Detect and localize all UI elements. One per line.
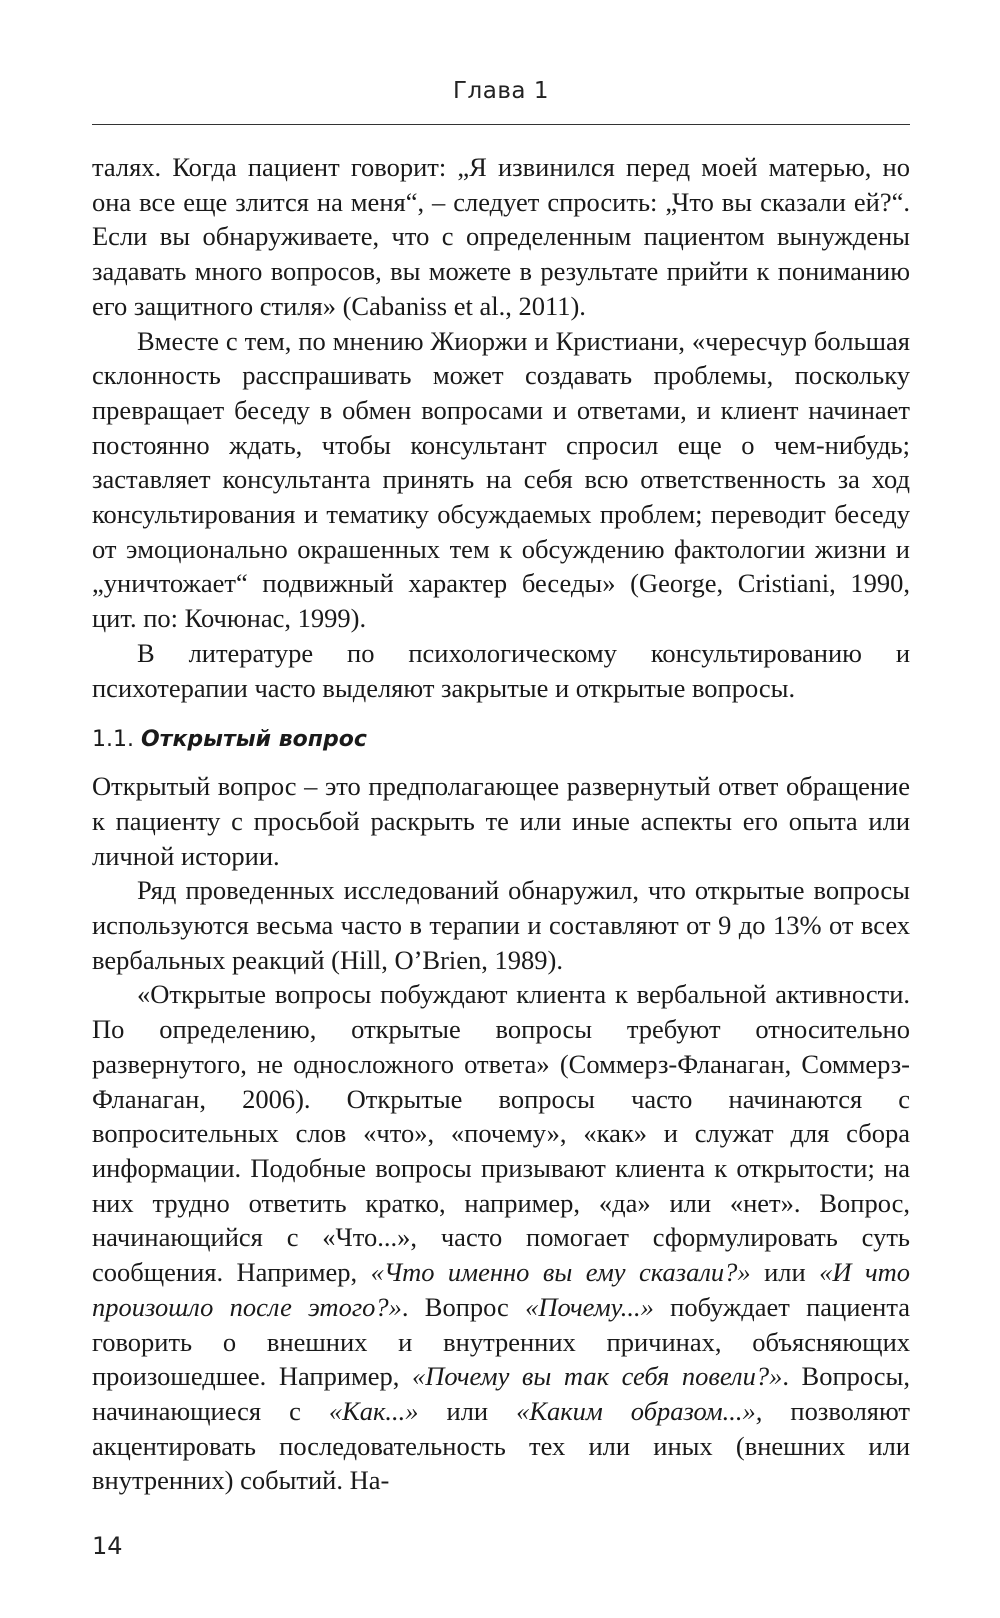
text-run: «Открытые вопросы побуждают клиента к вербальной активности. По определению, открытые вопросы требуют относительно развернутого, не односложного ответа» (Соммерз-Фланаган, Соммерз-Фланаган, 2006). Открытые вопросы часто начинаются с вопросительных слов «что», «почему», «как» и служат для сбора информации. Подобные вопросы призывают клиента к открытости; на них трудно ответить кратко, например, «да» или «нет». Вопрос, начинающийся с «Что...», часто помогает сформулировать суть сообщения. Например,: [92, 979, 910, 1288]
paragraph-5: Ряд проведенных исследований обнаружил, что открытые вопросы используются весьма часто в терапии и составляют от 9 до 13% от всех вербальных реакций (Hill, O’Brien, 1989).: [92, 875, 910, 975]
section-title: Открытый вопрос: [140, 727, 367, 753]
paragraph-6: [92, 977, 910, 1498]
text-run: или: [750, 1257, 820, 1288]
example-question: «Что именно вы ему сказали?»: [370, 1257, 751, 1288]
section-heading: [92, 725, 910, 755]
example-question: «Почему вы так себя повели?»: [411, 1361, 783, 1392]
text-run: . Вопросы, начинающиеся с: [92, 1361, 910, 1426]
paragraph-1: талях. Когда пациент говорит: „Я извинился перед моей матерью, но она все еще злится на меня“, – следует спросить: „Что вы сказали ей?“. Если вы обнаруживаете, что с определенным пациентом вынуждены задавать много вопросов, вы можете в результате прийти к пониманию его защитного стиля» (Cabaniss et al., 2011).: [92, 152, 910, 321]
section-number: 1.1.: [92, 727, 134, 753]
header-rule: [92, 124, 910, 125]
example-question: «Как...»: [328, 1395, 419, 1426]
text-run: позволяют акцентировать последовательность тех или иных (внешних или внутренних) событий. На-: [92, 1395, 911, 1496]
paragraph-3: В литературе по психологическому консультированию и психотерапии часто выделяют закрытые и открытые вопросы.: [92, 637, 910, 703]
text-run: или: [418, 1395, 517, 1426]
paragraph-2: Вместе с тем, по мнению Жиоржи и Кристиани, «чересчур большая склонность расспрашивать может создавать проблемы, поскольку превращает беседу в обмен вопросами и ответами, и клиент начинает постоянно ждать, чтобы консультант спросил еще о чем-нибудь; заставляет консультанта принять на себя всю ответственность за ход консультирования и тематику обсуждаемых проблем; переводит беседу от эмоционально окрашенных тем к обсуждению фактологии жизни и „уничтожает“ подвижный характер беседы» (George, Cristiani, 1990, цит. по: Кочюнас, 1999).: [92, 325, 910, 634]
example-question: «Почему...»: [525, 1291, 654, 1322]
page-number: 14: [92, 1532, 123, 1560]
example-question: «Каким образом...»,: [516, 1395, 763, 1426]
text-run: . Вопрос: [401, 1291, 526, 1322]
text-run: побуждает пациента говорить о внешних и внутренних причинах, объясняющих произошедшее. Например,: [92, 1291, 911, 1392]
running-header: Глава 1: [453, 78, 549, 104]
page-body: [92, 150, 910, 1498]
paragraph-4: Открытый вопрос – это предполагающее развернутый ответ обращение к пациенту с просьбой раскрыть те или иные аспекты его опыта или личной истории.: [92, 771, 910, 871]
example-question: «И что произошло после этого?»: [92, 1257, 910, 1322]
